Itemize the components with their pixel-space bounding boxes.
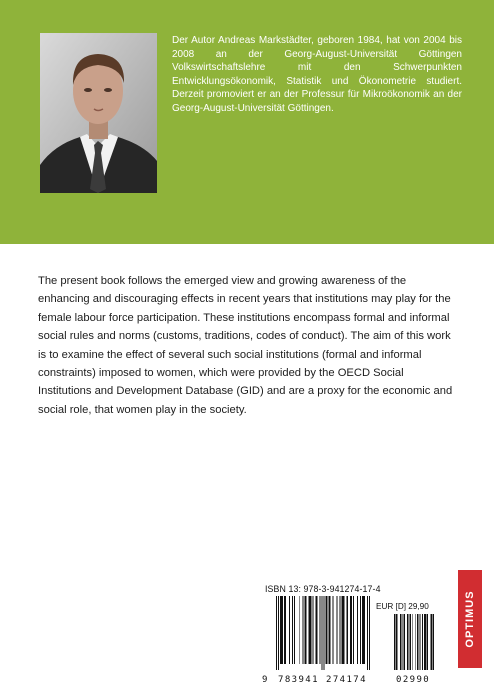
barcode-addon bbox=[394, 614, 434, 670]
barcode-digits-right: 274174 bbox=[326, 675, 367, 685]
barcode-digits-addon: 02990 bbox=[396, 675, 431, 685]
author-photo bbox=[40, 33, 157, 193]
price-label: EUR [D] 29,90 bbox=[376, 602, 429, 611]
author-portrait-image bbox=[40, 33, 157, 193]
book-summary: The present book follows the emerged view and growing awareness of the enhancing and discouraging effects in recent years that institutions may play for the female labour force participation. These institutions encompass formal and informal social rules and norms (customs, traditions, codes of conduct). The aim of this work is to examine the effect of several such social institutions (formal and informal constraints) imposed to women, which were provided by the OECD Social Institutions and Development Database (GID) and are a proxy for the economic and social role, that women play in the society. bbox=[38, 275, 453, 416]
publisher-name: OPTIMUS bbox=[464, 590, 476, 648]
barcode-digits-left: 783941 bbox=[278, 675, 319, 685]
isbn-label: ISBN 13: 978-3-941274-17-4 bbox=[265, 584, 381, 594]
author-band bbox=[0, 0, 494, 244]
author-bio: Der Autor Andreas Markstädter, geboren 1984, hat von 2004 bis 2008 an der Georg-August-Universität Göttingen Volkswirtschaftslehre mit den Schwerpunkten Entwicklungsökonomik, Statistik und Ökonometrie studiert. Derzeit promoviert er an der Professur für Mikroökonomik an der Georg-August-Universität Göttingen. bbox=[172, 35, 462, 114]
publisher-badge bbox=[458, 570, 482, 668]
barcode-main bbox=[276, 596, 370, 670]
barcode-digit-first: 9 bbox=[262, 675, 268, 685]
